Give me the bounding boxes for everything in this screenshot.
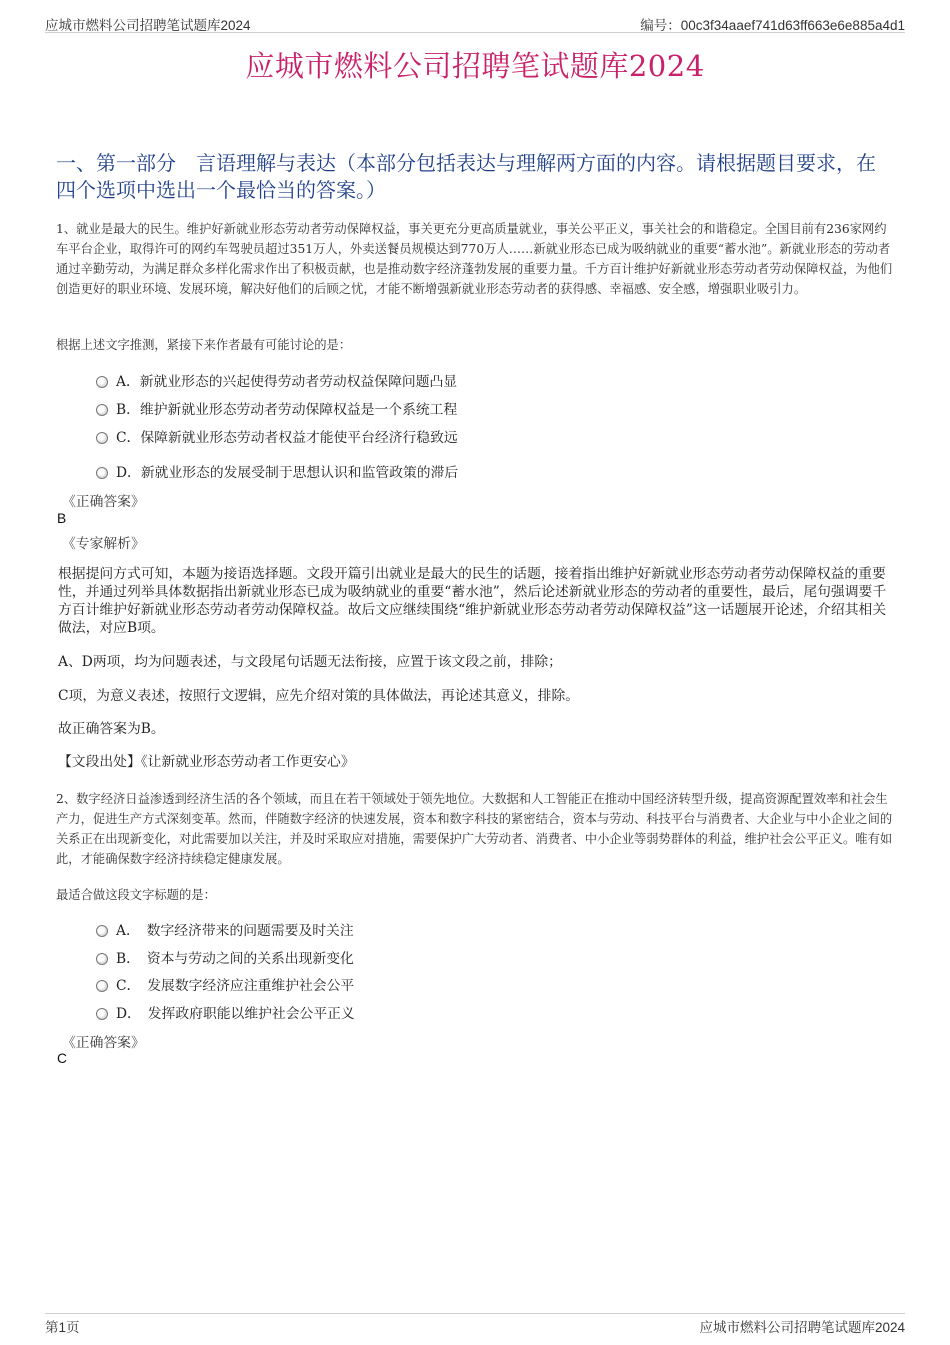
- option-label: C． 发展数字经济应注重维护社会公平: [116, 978, 355, 994]
- radio-icon[interactable]: [96, 953, 108, 965]
- radio-icon[interactable]: [96, 432, 108, 444]
- page-footer: [45, 1313, 905, 1334]
- option-label: B． 资本与劳动之间的关系出现新变化: [116, 951, 354, 967]
- radio-icon[interactable]: [96, 467, 108, 479]
- question-1-answer-label: 《正确答案》: [62, 494, 145, 510]
- question-1-option-a[interactable]: [96, 370, 457, 390]
- section-heading: 一、第一部分 言语理解与表达（本部分包括表达与理解两方面的内容。请根据题目要求，在四个选项中选出一个最恰当的答案。）: [56, 151, 876, 202]
- radio-icon[interactable]: [96, 1008, 108, 1020]
- question-2-option-d[interactable]: [96, 1002, 355, 1022]
- option-label: A． 数字经济带来的问题需要及时关注: [116, 923, 354, 939]
- page-header: [45, 10, 905, 33]
- radio-icon[interactable]: [96, 980, 108, 992]
- option-label: B．维护新就业形态劳动者劳动保障权益是一个系统工程: [116, 402, 458, 418]
- question-2-answer-label: 《正确答案》: [62, 1035, 145, 1051]
- radio-icon[interactable]: [96, 404, 108, 416]
- header-doc-id: 编号：00c3f34aaef741d63ff663e6e885a4d1: [640, 18, 905, 33]
- question-2-option-b[interactable]: [96, 947, 354, 967]
- question-2-option-a[interactable]: [96, 919, 354, 939]
- question-1-option-c[interactable]: [96, 426, 458, 446]
- footer-doc-title: 应城市燃料公司招聘笔试题库2024: [699, 1320, 905, 1335]
- question-2-option-c[interactable]: [96, 974, 354, 994]
- radio-icon[interactable]: [96, 376, 108, 388]
- option-label: C．保障新就业形态劳动者权益才能使平台经济行稳致远: [116, 430, 458, 446]
- radio-icon[interactable]: [96, 925, 108, 937]
- question-2-answer: C: [57, 1051, 67, 1066]
- question-1-analysis-paragraph: 根据提问方式可知，本题为接语选择题。文段开篇引出就业是最大的民生的话题，接着指出维护好新就业形态劳动者劳动保障权益的重要性，并通过列举具体数据指出新就业形态已成为吸纳就业的重要“蓄水池”，然后论述新就业形态的劳动者的重要性，最后，尾句强调要千方百计维护好新就业形态劳动者劳动保障权益。故后文应继续围绕“维护新就业形态劳动者劳动保障权益”这一话题展开论述，介绍其相关做法，对应B项。: [58, 566, 887, 636]
- header-doc-title: 应城市燃料公司招聘笔试题库2024: [45, 18, 251, 33]
- question-1-analysis-paragraph: 故正确答案为B。: [58, 721, 165, 737]
- question-1-text: 1、就业是最大的民生。维护好新就业形态劳动者劳动保障权益，事关更充分更高质量就业，事关公平正义，事关社会的和谐稳定。全国目前有236家网约车平台企业，取得许可的网约车驾驶员超过351万人，外卖送餐员规模达到770万人……新就业形态已成为吸纳就业的重要“蓄水池”。新就业形态的劳动者通过辛勤劳动，为满足群众多样化需求作出了积极贡献，也是推动数字经济蓬勃发展的重要力量。千方百计维护好新就业形态劳动者劳动保障权益，为他们创造更好的职业环境、发展环境，解决好他们的后顾之忧，才能不断增强新就业形态劳动者的获得感、幸福感、安全感，增强职业吸引力。: [56, 222, 893, 296]
- question-1-option-d[interactable]: [96, 461, 458, 481]
- question-1-prompt: 根据上述文字推测，紧接下来作者最有可能讨论的是：: [56, 338, 352, 352]
- question-1-source: 【文段出处】《让新就业形态劳动者工作更安心》: [58, 754, 355, 770]
- question-1-option-b[interactable]: [96, 398, 457, 418]
- question-1-analysis-paragraph: C项，为意义表述，按照行文逻辑，应先介绍对策的具体做法，再论述其意义，排除。: [58, 688, 580, 704]
- question-1-answer: B: [57, 511, 67, 526]
- question-1-analysis-label: 《专家解析》: [62, 536, 145, 552]
- question-1-analysis-paragraph: A、D两项，均为问题表述，与文段尾句话题无法衔接，应置于该文段之前，排除；: [58, 654, 562, 670]
- option-label: D．新就业形态的发展受制于思想认识和监管政策的滞后: [116, 465, 459, 481]
- page-number: 第1页: [45, 1320, 80, 1335]
- option-label: D． 发挥政府职能以维护社会公平正义: [116, 1006, 355, 1022]
- question-2-text: 2、数字经济日益渗透到经济生活的各个领域，而且在若干领域处于领先地位。大数据和人工智能正在推动中国经济转型升级，提高资源配置效率和社会生产力，促进生产方式深刻变革。然而，伴随数字经济的快速发展，资本和数字科技的紧密结合，资本与劳动、科技平台与消费者、大企业与中小企业之间的关系正在出现新变化，对此需要加以关注，并及时采取应对措施，需要保护广大劳动者、消费者、中小企业等弱势群体的利益，维护社会公平正义。唯有如此，才能确保数字经济持续稳定健康发展。: [56, 792, 893, 866]
- question-2-prompt: 最适合做这段文字标题的是：: [56, 888, 216, 902]
- document-title: 应城市燃料公司招聘笔试题库2024: [245, 49, 705, 83]
- option-label: A．新就业形态的兴起使得劳动者劳动权益保障问题凸显: [116, 374, 458, 390]
